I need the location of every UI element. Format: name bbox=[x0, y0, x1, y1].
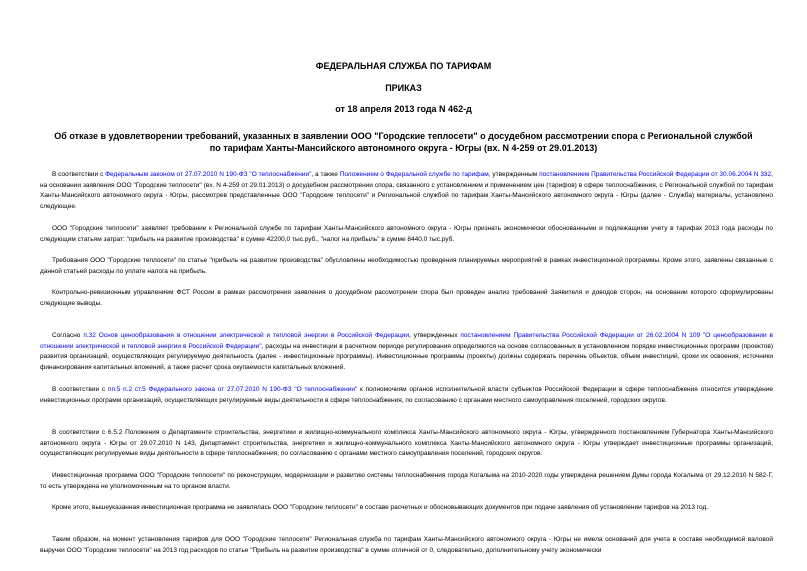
paragraph-5 bbox=[40, 331, 773, 373]
paragraph-9: Кроме этого, вышеуказанная инвестиционная программа не заявлялась ООО "Городские теплосети" в составе расчетных и обосновывающих документов при подаче заявления об установлении тарифов на 2013 год. bbox=[52, 504, 709, 511]
link-government-decree-332[interactable]: постановлением Правительства Российской Федерации от 30.06.2004 N 332 bbox=[539, 171, 772, 178]
document-type: ПРИКАЗ bbox=[385, 83, 422, 93]
text: , на основании заявления ООО "Городские теплосети" (вх. N 4-259 от 29.01.2013) о досудебном рассмотрении спора, связанного с установлением и применением цен (тарифов) в сфере теплоснабжения, с Региональной службой по тарифам Ханты-Мансийского автономного округа - Югры, рассмотрев представленные ООО "Городские теплосети" и Региональной службой по тарифам Ханты-Мансийского автономного округа - Югры (далее - Служба) материалы, установлено следующее. bbox=[40, 171, 773, 210]
link-federal-law-190[interactable]: Федеральным законом от 27.07.2010 N 190-ФЗ "О теплоснабжении" bbox=[105, 171, 312, 178]
link-law-190-article-5[interactable]: пп.5 п.2 ст.5 Федерального закона от 27.07.2010 N 190-ФЗ "О теплоснабжении" bbox=[107, 386, 358, 393]
text: , утвержденных bbox=[409, 332, 461, 339]
text: , утвержденным bbox=[488, 171, 540, 178]
document-title: Об отказе в удовлетворении требований, указанных в заявлении ООО "Городские теплосети" о досудебном рассмотрении спора с Региональной службой по тарифам Ханты-Мансийского автономного округа - Югры (вх. N 4-259 от 29.01.2013) bbox=[54, 131, 753, 153]
paragraph-7: В соответствии с 6.5.2 Положения о Департаменте строительства, энергетики и жилищно-коммунального комплекса Ханты-Мансийского автономного округа - Югры, утвержденного постановлением Губернатора Ханты-Мансийского автономного округа - Югры от 29.07.2010 N 143, Департамент строительства, энергетики и жилищно-коммунального комплекса Ханты-Мансийского автономного округа - Югры утверждает инвестиционные программы организаций, осуществляющих регулируемые виды деятельности в сфере теплоснабжения, по согласованию с органами местного самоуправления поселений, городских округов. bbox=[40, 429, 773, 457]
text: Согласно bbox=[52, 332, 84, 339]
text: В соответствии с bbox=[52, 171, 106, 178]
document-date-number: от 18 апреля 2013 года N 462-д bbox=[335, 104, 472, 114]
paragraph-10: Таким образом, на момент установления тарифов для ООО "Городские теплосети" Региональная служба по тарифам Ханты-Мансийского автономного округа - Югры не имела оснований для учета в составе необходимой валовой выручки ООО "Городские теплосети" на 2013 год расходов по статье "Прибыль на развитие производства" в сумме отличной от 0, следовательно, дополнительному учету экономически bbox=[40, 536, 773, 554]
link-pricing-basics-p32[interactable]: п.32 Основ ценообразования в отношении электрической и тепловой энергии в Российской Федерации bbox=[83, 332, 410, 339]
text: , а также bbox=[311, 171, 340, 178]
text: , расходы на инвестиции в расчетном периоде регулирования определяются на основе согласованных в установленном порядке инвестиционных программ (проектов) развития организаций, осуществляющих регулируемую деятельность (далее - инвестиционные программы). Инвестиционные программы (проекты) должны содержать перечень объектов, объем инвестиций, сроки их освоения, источники финансирования капитальных вложений, а также расчет срока окупаемости капитальных вложений. bbox=[40, 342, 773, 371]
paragraph-4: Контрольно-ревизионным управлением ФСТ России в рамках рассмотрения заявления о досудебном рассмотрении спора был проведен анализ требований Заявителя и доводов сторон, на основании которого сформулированы следующие выводы. bbox=[40, 289, 773, 307]
paragraph-8: Инвестиционная программа ООО "Городские теплосети" по реконструкции, модернизации и развитию системы теплоснабжения города Когалыма на 2010-2020 годы утверждена решением Думы города Когалыма от 29.12.2010 N 582-Г, то есть утверждена не уполномоченным на то органом власти. bbox=[40, 472, 773, 490]
text: к полномочиям органов исполнительной власти субъектов Российской Федерации в сфере теплоснабжения относится утверждение инвестиционных программ организаций, осуществляющих регулируемые виды деятельности в сфере теплоснабжения, по согласованию с органами местного самоуправления поселений, городских округов. bbox=[40, 386, 773, 404]
paragraph-6 bbox=[40, 385, 773, 406]
paragraph-2: ООО "Городские теплосети" заявляет требование к Региональной службе по тарифам Ханты-Мансийского автономного округа - Югры признать экономически обоснованными и подлежащими учету в тарифах 2013 года расходы по следующим статьям затрат: "прибыль на развитие производства" в сумме 42200,0 тыс.руб., "налог на прибыль" в сумме 8440,0 тыс.руб. bbox=[40, 225, 773, 243]
link-fst-regulation[interactable]: Положением о Федеральной службе по тарифам bbox=[339, 171, 489, 178]
agency-heading: ФЕДЕРАЛЬНАЯ СЛУЖБА ПО ТАРИФАМ bbox=[315, 61, 492, 71]
link-government-decree-109[interactable]: постановлением Правительства Российской Федерации от 26.02.2004 N 109 "О ценообразовании в отношении электрической и тепловой энергии в Российской Федерации" bbox=[40, 332, 773, 350]
paragraph-1 bbox=[40, 170, 773, 212]
text: В соответствии с bbox=[52, 386, 108, 393]
paragraph-3: Требования ООО "Городские теплосети" по статье "прибыль на развитие производства" обусловлены необходимостью проведения планируемых мероприятий в рамках инвестиционной программы. Кроме этого, заявлены связанные с данной статьей расходы по уплате налога на прибыль. bbox=[40, 257, 773, 275]
